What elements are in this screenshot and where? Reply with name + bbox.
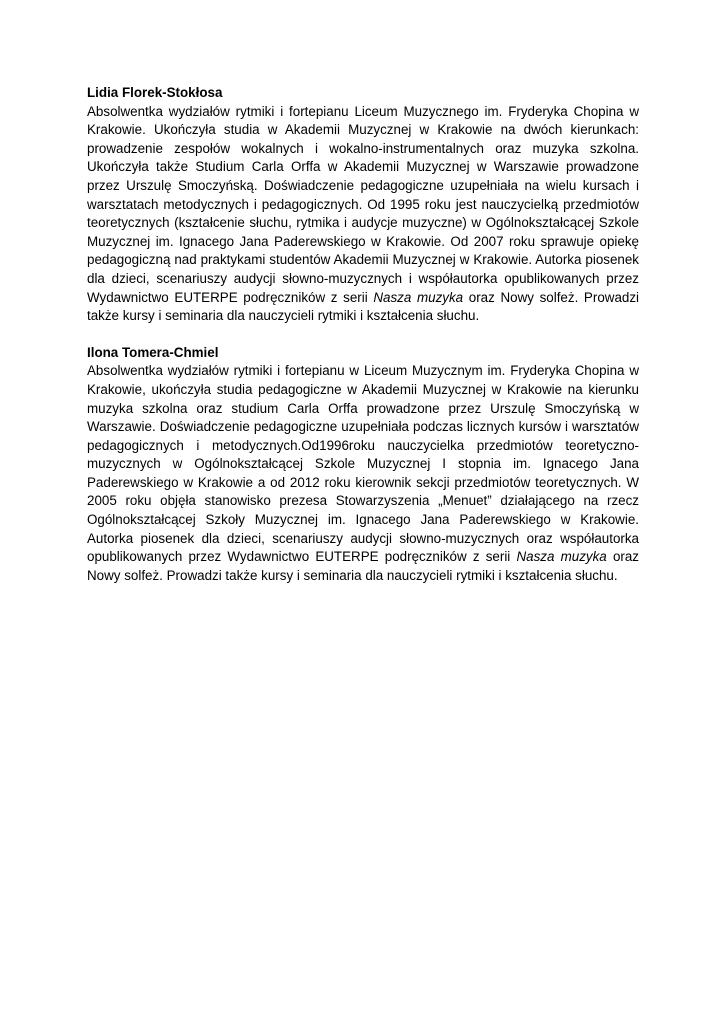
bio-text [87, 362, 639, 585]
bio-text [87, 103, 639, 326]
bio-text-part1: Absolwentka wydziałów rytmiki i fortepianu w Liceum Muzycznym im. Fryderyka Chopina w Krakowie, ukończyła studia pedagogiczne w Akademii Muzycznej w Krakowie na kierunku muzyka szkolna oraz studium Carla Orffa prowadzone przez Urszulę Smoczyńską w Warszawie. Doświadczenie pedagogiczne uzupełniała podczas licznych kursów i warsztatów pedagogicznych i metodycznych.Od1996roku nauczycielka przedmiotów teoretyczno-muzycznych w Ogólnokształcącej Szkole Muzycznej I stopnia im. Ignacego Jana Paderewskiego w Krakowie a od 2012 roku kierownik sekcji przedmiotów teoretycznych. W 2005 roku objęła stanowisko prezesa Stowarzyszenia „Menuet” działającego na rzecz Ogólnokształcącej Szkoły Muzycznej im. Ignacego Jana Paderewskiego w Krakowie. Autorka piosenek dla dzieci, scenariuszy audycji słowno-muzycznych oraz współautorka opublikowanych przez Wydawnictwo EUTERPE podręczników z serii [87, 363, 639, 565]
bio-name: Ilona Tomera-Chmiel [87, 344, 219, 360]
series-title: Nasza muzyka [516, 549, 607, 565]
bio-section-lidia-florek-stoklosa [87, 84, 639, 326]
bio-section-ilona-tomera-chmiel [87, 344, 639, 586]
bio-text-part2: oraz Nowy solfeż. Prowadzi także kursy i seminaria dla nauczycieli rytmiki i kształcenia słuchu. [87, 289, 640, 324]
bio-text-part1: Absolwentka wydziałów rytmiki i fortepianu Liceum Muzycznego im. Fryderyka Chopina w Krakowie. Ukończyła studia w Akademii Muzycznej w Krakowie na dwóch kierunkach: prowadzenie zespołów wokalnych i wokalno-instrumentalnych oraz muzyka szkolna. Ukończyła także Studium Carla Orffa w Akademii Muzycznej w Warszawie prowadzone przez Urszulę Smoczyńską. Doświadczenie pedagogiczne uzupełniała na wielu kursach i warsztatach metodycznych i pedagogicznych. Od 1995 roku jest nauczycielką przedmiotów teoretycznych (kształcenie słuchu, rytmika i audycje muzyczne) w Ogólnokształcącej Szkole Muzycznej im. Ignacego Jana Paderewskiego w Krakowie. Od 2007 roku sprawuje opiekę pedagogiczną nad praktykami studentów Akademii Muzycznej w Krakowie. Autorka piosenek dla dzieci, scenariuszy audycji słowno-muzycznych i współautorka opublikowanych przez Wydawnictwo EUTERPE podręczników z serii [87, 103, 639, 305]
bio-name: Lidia Florek-Stokłosa [87, 85, 223, 100]
document-page [87, 84, 639, 603]
bio-text-part2: oraz Nowy solfeż. Prowadzi także kursy i seminaria dla nauczycieli rytmiki i kształcenia słuchu. [87, 549, 639, 583]
series-title: Nasza muzyka [373, 289, 464, 305]
